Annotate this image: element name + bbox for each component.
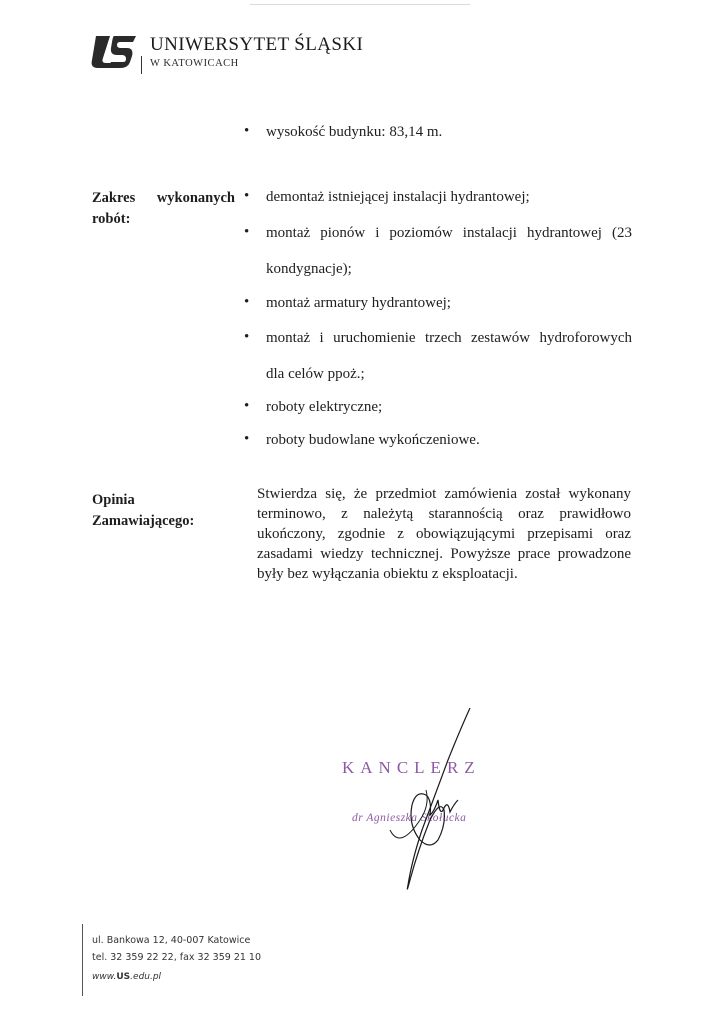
footer-divider	[82, 924, 83, 996]
bullet-icon: •	[244, 123, 250, 139]
list-item: roboty budowlane wykończeniowe.	[266, 432, 480, 448]
list-item: wysokość budynku: 83,14 m.	[266, 124, 443, 140]
scope-label: Zakres wykonanych robót:	[92, 190, 235, 227]
opinion-text: Stwierdza się, że przedmiot zamówienia został wykonany terminowo, z należytą starannością oraz prawidłowo ukończony, zgodnie z obowiązującymi przepisami oraz zasadami wiedzy technicznej. Powyższe prace prowadzone były bez wyłączania obiektu z eksploatacji.	[257, 486, 631, 582]
bullet-icon: •	[244, 188, 250, 204]
header-divider	[141, 56, 142, 74]
footer-address: ul. Bankowa 12, 40-007 Katowice	[92, 935, 251, 946]
footer-website[interactable]: www.US.edu.pl	[92, 972, 162, 982]
list-item: montaż armatury hydrantowej;	[266, 295, 451, 311]
list-item: demontaż istniejącej instalacji hydrantowej;	[266, 189, 530, 205]
opinion-label: Opinia Zamawiającego:	[92, 492, 195, 529]
university-city: W KATOWICACH	[150, 58, 239, 69]
bullet-icon: •	[244, 224, 250, 240]
bullet-icon: •	[244, 294, 250, 310]
top-edge-line	[250, 4, 470, 5]
bullet-icon: •	[244, 329, 250, 345]
list-item: montaż i uruchomienie trzech zestawów hydroforowych dla celów ppoż.;	[266, 330, 632, 382]
footer-phone: tel. 32 359 22 22, fax 32 359 21 10	[92, 952, 262, 963]
stamp-name: dr Agnieszka Skołucka	[352, 812, 467, 824]
bullet-icon: •	[244, 398, 250, 414]
list-item: roboty elektryczne;	[266, 399, 383, 415]
university-logo-icon	[86, 30, 142, 70]
stamp-title: KANCLERZ	[342, 758, 481, 777]
bullet-icon: •	[244, 431, 250, 447]
university-name: UNIWERSYTET ŚLĄSKI	[150, 34, 364, 55]
handwritten-signature-icon	[360, 700, 500, 900]
list-item: montaż pionów i poziomów instalacji hydrantowej (23 kondygnacje);	[266, 225, 632, 277]
